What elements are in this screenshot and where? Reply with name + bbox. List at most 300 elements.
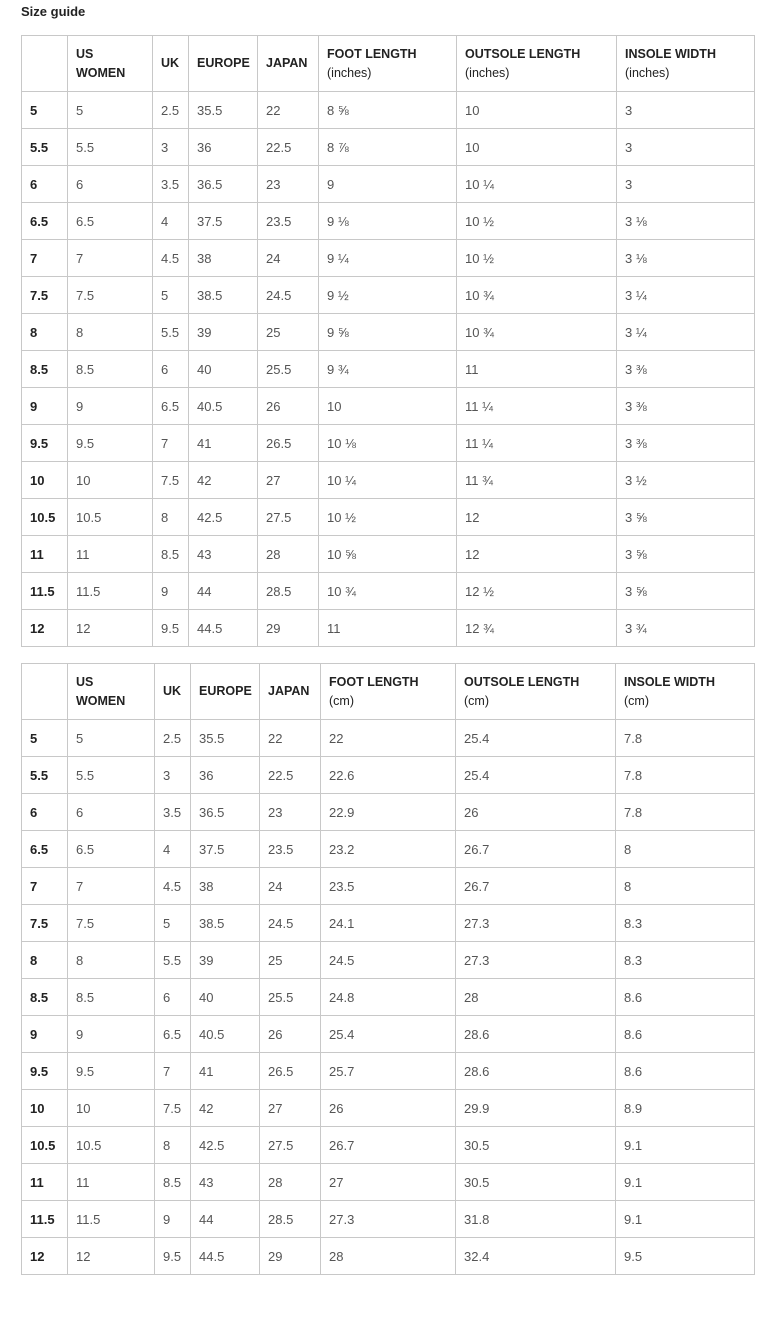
header-line2: (cm)	[624, 693, 649, 708]
cell-uk: 5	[153, 277, 189, 314]
header-line1: INSOLE WIDTH	[624, 674, 715, 689]
cell-japan: 24	[260, 868, 321, 905]
cell-foot-length: 10 ½	[319, 499, 457, 536]
cell-uk: 9.5	[155, 1238, 191, 1275]
cell-japan: 25	[258, 314, 319, 351]
cell-foot-length: 10 ⅛	[319, 425, 457, 462]
cell-europe: 43	[189, 536, 258, 573]
table-row	[22, 536, 755, 573]
cell-outsole-length: 28.6	[456, 1053, 616, 1090]
cell-outsole-length: 10 ¼	[457, 166, 617, 203]
cell-japan: 23.5	[260, 831, 321, 868]
header-line1: US	[76, 674, 94, 689]
cell-japan: 23	[260, 794, 321, 831]
cell-japan: 23.5	[258, 203, 319, 240]
cell-europe: 36.5	[189, 166, 258, 203]
cell-japan: 27	[260, 1090, 321, 1127]
cell-outsole-length: 28.6	[456, 1016, 616, 1053]
cell-insole-width: 8.3	[616, 905, 755, 942]
cell-uk: 4.5	[155, 868, 191, 905]
cell-europe: 38	[189, 240, 258, 277]
cell-foot-length: 9 ¼	[319, 240, 457, 277]
cell-size: 12	[22, 610, 68, 647]
cell-size: 7	[22, 868, 68, 905]
cell-foot-length: 26.7	[321, 1127, 456, 1164]
table-row	[22, 388, 755, 425]
cell-uk: 4.5	[153, 240, 189, 277]
cell-europe: 42	[191, 1090, 260, 1127]
cell-insole-width: 3	[617, 166, 755, 203]
column-header-insole-width	[617, 36, 755, 92]
cell-us-women: 11	[68, 1164, 155, 1201]
cell-size: 5	[22, 92, 68, 129]
cell-insole-width: 3	[617, 92, 755, 129]
cell-us-women: 7	[68, 868, 155, 905]
cell-uk: 7	[155, 1053, 191, 1090]
cell-insole-width: 8.6	[616, 1016, 755, 1053]
cell-europe: 39	[189, 314, 258, 351]
cell-japan: 29	[258, 610, 319, 647]
table-row	[22, 905, 755, 942]
cell-size: 6	[22, 166, 68, 203]
cell-japan: 27	[258, 462, 319, 499]
table-row	[22, 1164, 755, 1201]
cell-foot-length: 25.7	[321, 1053, 456, 1090]
table-row	[22, 610, 755, 647]
cell-europe: 44	[191, 1201, 260, 1238]
header-line1: US	[76, 46, 94, 61]
cell-uk: 7.5	[153, 462, 189, 499]
cell-outsole-length: 12	[457, 499, 617, 536]
cell-size: 11	[22, 1164, 68, 1201]
cell-europe: 44.5	[189, 610, 258, 647]
cell-foot-length: 27	[321, 1164, 456, 1201]
header-line2: (inches)	[465, 65, 510, 80]
cell-uk: 4	[153, 203, 189, 240]
cell-size: 6.5	[22, 831, 68, 868]
cell-japan: 26.5	[258, 425, 319, 462]
cell-uk: 5.5	[155, 942, 191, 979]
cell-size: 5.5	[22, 757, 68, 794]
header-line1: OUTSOLE LENGTH	[465, 46, 581, 61]
cell-europe: 38.5	[189, 277, 258, 314]
cell-insole-width: 3 ¼	[617, 277, 755, 314]
cell-foot-length: 23.2	[321, 831, 456, 868]
cell-insole-width: 9.1	[616, 1164, 755, 1201]
cell-insole-width: 3 ⅜	[617, 388, 755, 425]
cell-uk: 7.5	[155, 1090, 191, 1127]
cell-insole-width: 8	[616, 868, 755, 905]
cell-japan: 26.5	[260, 1053, 321, 1090]
cell-foot-length: 24.5	[321, 942, 456, 979]
cell-outsole-length: 10	[457, 92, 617, 129]
cell-uk: 5.5	[153, 314, 189, 351]
cell-us-women: 10.5	[68, 1127, 155, 1164]
cell-outsole-length: 11	[457, 351, 617, 388]
table-row	[22, 1238, 755, 1275]
cell-size: 6	[22, 794, 68, 831]
cell-us-women: 6.5	[68, 203, 153, 240]
cell-europe: 38.5	[191, 905, 260, 942]
cell-outsole-length: 27.3	[456, 905, 616, 942]
cell-outsole-length: 30.5	[456, 1164, 616, 1201]
header-line2: (inches)	[327, 65, 372, 80]
cell-uk: 8	[153, 499, 189, 536]
header-line2: (inches)	[625, 65, 670, 80]
cell-size: 7.5	[22, 905, 68, 942]
cell-uk: 6	[153, 351, 189, 388]
cell-uk: 8.5	[153, 536, 189, 573]
table-row	[22, 129, 755, 166]
cell-foot-length: 9 ½	[319, 277, 457, 314]
cell-us-women: 11	[68, 536, 153, 573]
cell-foot-length: 24.8	[321, 979, 456, 1016]
cell-insole-width: 3 ⅝	[617, 499, 755, 536]
cell-outsole-length: 10 ½	[457, 240, 617, 277]
cell-europe: 40.5	[191, 1016, 260, 1053]
table-row	[22, 1090, 755, 1127]
cell-us-women: 5	[68, 720, 155, 757]
cell-outsole-length: 28	[456, 979, 616, 1016]
cell-uk: 2.5	[155, 720, 191, 757]
cell-foot-length: 9	[319, 166, 457, 203]
cell-japan: 24.5	[258, 277, 319, 314]
header-line1: INSOLE WIDTH	[625, 46, 716, 61]
header-line1: EUROPE	[199, 684, 252, 698]
cell-us-women: 11.5	[68, 573, 153, 610]
cell-japan: 26	[260, 1016, 321, 1053]
cell-outsole-length: 31.8	[456, 1201, 616, 1238]
cell-europe: 39	[191, 942, 260, 979]
table-row	[22, 573, 755, 610]
cell-uk: 6.5	[155, 1016, 191, 1053]
cell-japan: 25.5	[258, 351, 319, 388]
cell-uk: 9	[155, 1201, 191, 1238]
cell-europe: 42.5	[191, 1127, 260, 1164]
header-line1: UK	[161, 56, 180, 70]
table-row	[22, 462, 755, 499]
cell-japan: 24.5	[260, 905, 321, 942]
cell-size: 8.5	[22, 351, 68, 388]
table-row	[22, 277, 755, 314]
cell-japan: 28.5	[260, 1201, 321, 1238]
cell-japan: 27.5	[258, 499, 319, 536]
table-row	[22, 425, 755, 462]
cell-europe: 35.5	[189, 92, 258, 129]
column-header-foot-length	[321, 664, 456, 720]
table-row	[22, 240, 755, 277]
header-line1: UK	[163, 684, 182, 698]
cell-japan: 23	[258, 166, 319, 203]
cell-europe: 42.5	[189, 499, 258, 536]
cell-europe: 37.5	[191, 831, 260, 868]
cell-size: 8.5	[22, 979, 68, 1016]
table-row	[22, 831, 755, 868]
table-row	[22, 499, 755, 536]
cell-foot-length: 9 ⅛	[319, 203, 457, 240]
cell-insole-width: 7.8	[616, 720, 755, 757]
header-line2: WOMEN	[76, 693, 126, 708]
cell-japan: 25.5	[260, 979, 321, 1016]
header-line1: JAPAN	[268, 684, 310, 698]
cell-insole-width: 3 ¾	[617, 610, 755, 647]
cell-size: 7	[22, 240, 68, 277]
cell-insole-width: 3 ⅜	[617, 351, 755, 388]
column-header-size	[22, 36, 68, 92]
cell-size: 5.5	[22, 129, 68, 166]
column-header-uk	[153, 36, 189, 92]
column-header-outsole-length	[457, 36, 617, 92]
cell-size: 9	[22, 388, 68, 425]
cell-insole-width: 3 ⅝	[617, 573, 755, 610]
cell-europe: 41	[191, 1053, 260, 1090]
cell-foot-length: 26	[321, 1090, 456, 1127]
cell-foot-length: 10	[319, 388, 457, 425]
cell-insole-width: 7.8	[616, 757, 755, 794]
cell-foot-length: 24.1	[321, 905, 456, 942]
column-header-us-women	[68, 664, 155, 720]
cell-outsole-length: 26.7	[456, 868, 616, 905]
table-row	[22, 351, 755, 388]
header-line1: OUTSOLE LENGTH	[464, 674, 580, 689]
cell-insole-width: 9.1	[616, 1201, 755, 1238]
cell-europe: 36	[191, 757, 260, 794]
header-line2: (cm)	[464, 693, 489, 708]
cell-outsole-length: 25.4	[456, 757, 616, 794]
cell-outsole-length: 10 ¾	[457, 277, 617, 314]
cell-size: 9.5	[22, 1053, 68, 1090]
cell-insole-width: 3 ⅛	[617, 240, 755, 277]
cell-foot-length: 10 ¾	[319, 573, 457, 610]
cell-japan: 24	[258, 240, 319, 277]
header-row	[22, 36, 755, 92]
cell-uk: 9	[153, 573, 189, 610]
cell-outsole-length: 27.3	[456, 942, 616, 979]
cell-japan: 26	[258, 388, 319, 425]
cell-insole-width: 8.3	[616, 942, 755, 979]
cell-insole-width: 3 ½	[617, 462, 755, 499]
cell-insole-width: 8	[616, 831, 755, 868]
cell-insole-width: 8.6	[616, 979, 755, 1016]
cell-insole-width: 3 ⅛	[617, 203, 755, 240]
cell-size: 6.5	[22, 203, 68, 240]
table-row	[22, 942, 755, 979]
cell-uk: 6	[155, 979, 191, 1016]
cell-us-women: 10	[68, 1090, 155, 1127]
cell-insole-width: 8.6	[616, 1053, 755, 1090]
cell-us-women: 8	[68, 314, 153, 351]
cell-outsole-length: 12	[457, 536, 617, 573]
cell-foot-length: 22	[321, 720, 456, 757]
cell-us-women: 9	[68, 1016, 155, 1053]
cell-size: 7.5	[22, 277, 68, 314]
cell-outsole-length: 12 ¾	[457, 610, 617, 647]
cell-us-women: 7.5	[68, 905, 155, 942]
cell-uk: 4	[155, 831, 191, 868]
cell-europe: 44.5	[191, 1238, 260, 1275]
table-row	[22, 166, 755, 203]
cell-us-women: 7	[68, 240, 153, 277]
cell-insole-width: 3 ⅝	[617, 536, 755, 573]
cell-europe: 41	[189, 425, 258, 462]
cell-foot-length: 10 ⅝	[319, 536, 457, 573]
cell-foot-length: 8 ⅞	[319, 129, 457, 166]
cell-insole-width: 3	[617, 129, 755, 166]
cell-us-women: 6.5	[68, 831, 155, 868]
column-header-foot-length	[319, 36, 457, 92]
cell-uk: 7	[153, 425, 189, 462]
cell-size: 11.5	[22, 1201, 68, 1238]
cell-foot-length: 22.9	[321, 794, 456, 831]
column-header-us-women	[68, 36, 153, 92]
column-header-europe	[189, 36, 258, 92]
cell-us-women: 5.5	[68, 757, 155, 794]
cell-uk: 3	[153, 129, 189, 166]
cell-outsole-length: 11 ¾	[457, 462, 617, 499]
cell-us-women: 5	[68, 92, 153, 129]
cell-foot-length: 9 ⅝	[319, 314, 457, 351]
cell-europe: 42	[189, 462, 258, 499]
cell-us-women: 10	[68, 462, 153, 499]
cell-size: 8	[22, 942, 68, 979]
cell-size: 8	[22, 314, 68, 351]
cell-europe: 35.5	[191, 720, 260, 757]
cell-us-women: 12	[68, 1238, 155, 1275]
cell-us-women: 8.5	[68, 351, 153, 388]
cell-outsole-length: 29.9	[456, 1090, 616, 1127]
cell-uk: 9.5	[153, 610, 189, 647]
cell-uk: 5	[155, 905, 191, 942]
header-line2: (cm)	[329, 693, 354, 708]
column-header-europe	[191, 664, 260, 720]
cell-us-women: 7.5	[68, 277, 153, 314]
header-line1: FOOT LENGTH	[327, 46, 417, 61]
cell-uk: 3.5	[153, 166, 189, 203]
cell-us-women: 9	[68, 388, 153, 425]
table-row	[22, 314, 755, 351]
cell-japan: 28.5	[258, 573, 319, 610]
cell-size: 9.5	[22, 425, 68, 462]
header-line1: JAPAN	[266, 56, 308, 70]
cell-size: 5	[22, 720, 68, 757]
cell-uk: 6.5	[153, 388, 189, 425]
cell-uk: 8.5	[155, 1164, 191, 1201]
cell-insole-width: 9.1	[616, 1127, 755, 1164]
cell-foot-length: 25.4	[321, 1016, 456, 1053]
cell-foot-length: 22.6	[321, 757, 456, 794]
cell-japan: 22.5	[258, 129, 319, 166]
cell-us-women: 10.5	[68, 499, 153, 536]
column-header-insole-width	[616, 664, 755, 720]
table-row	[22, 1016, 755, 1053]
cell-insole-width: 8.9	[616, 1090, 755, 1127]
cell-europe: 40	[191, 979, 260, 1016]
header-row	[22, 664, 755, 720]
cell-us-women: 9.5	[68, 425, 153, 462]
cell-foot-length: 28	[321, 1238, 456, 1275]
cell-size: 11	[22, 536, 68, 573]
cell-outsole-length: 26	[456, 794, 616, 831]
cell-outsole-length: 11 ¼	[457, 425, 617, 462]
size-table-inches	[21, 35, 755, 647]
cell-insole-width: 9.5	[616, 1238, 755, 1275]
column-header-size	[22, 664, 68, 720]
cell-insole-width: 7.8	[616, 794, 755, 831]
cell-japan: 29	[260, 1238, 321, 1275]
cell-size: 9	[22, 1016, 68, 1053]
cell-foot-length: 27.3	[321, 1201, 456, 1238]
column-header-uk	[155, 664, 191, 720]
cell-japan: 28	[260, 1164, 321, 1201]
cell-outsole-length: 12 ½	[457, 573, 617, 610]
cell-outsole-length: 11 ¼	[457, 388, 617, 425]
table-row	[22, 1053, 755, 1090]
cell-size: 10	[22, 462, 68, 499]
cell-europe: 43	[191, 1164, 260, 1201]
table-row	[22, 1201, 755, 1238]
cell-foot-length: 23.5	[321, 868, 456, 905]
cell-foot-length: 8 ⅝	[319, 92, 457, 129]
cell-uk: 3.5	[155, 794, 191, 831]
cell-europe: 36.5	[191, 794, 260, 831]
cell-outsole-length: 10	[457, 129, 617, 166]
cell-us-women: 12	[68, 610, 153, 647]
size-table-cm	[21, 663, 755, 1275]
header-line1: FOOT LENGTH	[329, 674, 419, 689]
cell-japan: 25	[260, 942, 321, 979]
cell-outsole-length: 26.7	[456, 831, 616, 868]
cell-europe: 37.5	[189, 203, 258, 240]
cell-europe: 36	[189, 129, 258, 166]
column-header-japan	[260, 664, 321, 720]
cell-us-women: 5.5	[68, 129, 153, 166]
table-row	[22, 720, 755, 757]
page-title: Size guide	[21, 4, 86, 19]
table-row	[22, 868, 755, 905]
cell-size: 10.5	[22, 499, 68, 536]
cell-outsole-length: 32.4	[456, 1238, 616, 1275]
cell-us-women: 9.5	[68, 1053, 155, 1090]
cell-size: 10.5	[22, 1127, 68, 1164]
cell-outsole-length: 10 ½	[457, 203, 617, 240]
cell-europe: 44	[189, 573, 258, 610]
cell-uk: 2.5	[153, 92, 189, 129]
cell-insole-width: 3 ⅜	[617, 425, 755, 462]
cell-japan: 22	[258, 92, 319, 129]
cell-japan: 22	[260, 720, 321, 757]
table-row	[22, 979, 755, 1016]
cell-japan: 27.5	[260, 1127, 321, 1164]
cell-us-women: 11.5	[68, 1201, 155, 1238]
cell-europe: 40	[189, 351, 258, 388]
cell-japan: 22.5	[260, 757, 321, 794]
table-row	[22, 794, 755, 831]
cell-us-women: 6	[68, 794, 155, 831]
table-row	[22, 1127, 755, 1164]
cell-uk: 3	[155, 757, 191, 794]
column-header-outsole-length	[456, 664, 616, 720]
cell-insole-width: 3 ¼	[617, 314, 755, 351]
cell-size: 11.5	[22, 573, 68, 610]
column-header-japan	[258, 36, 319, 92]
cell-us-women: 8	[68, 942, 155, 979]
table-row	[22, 757, 755, 794]
cell-outsole-length: 30.5	[456, 1127, 616, 1164]
table-row	[22, 203, 755, 240]
cell-uk: 8	[155, 1127, 191, 1164]
cell-japan: 28	[258, 536, 319, 573]
cell-europe: 40.5	[189, 388, 258, 425]
